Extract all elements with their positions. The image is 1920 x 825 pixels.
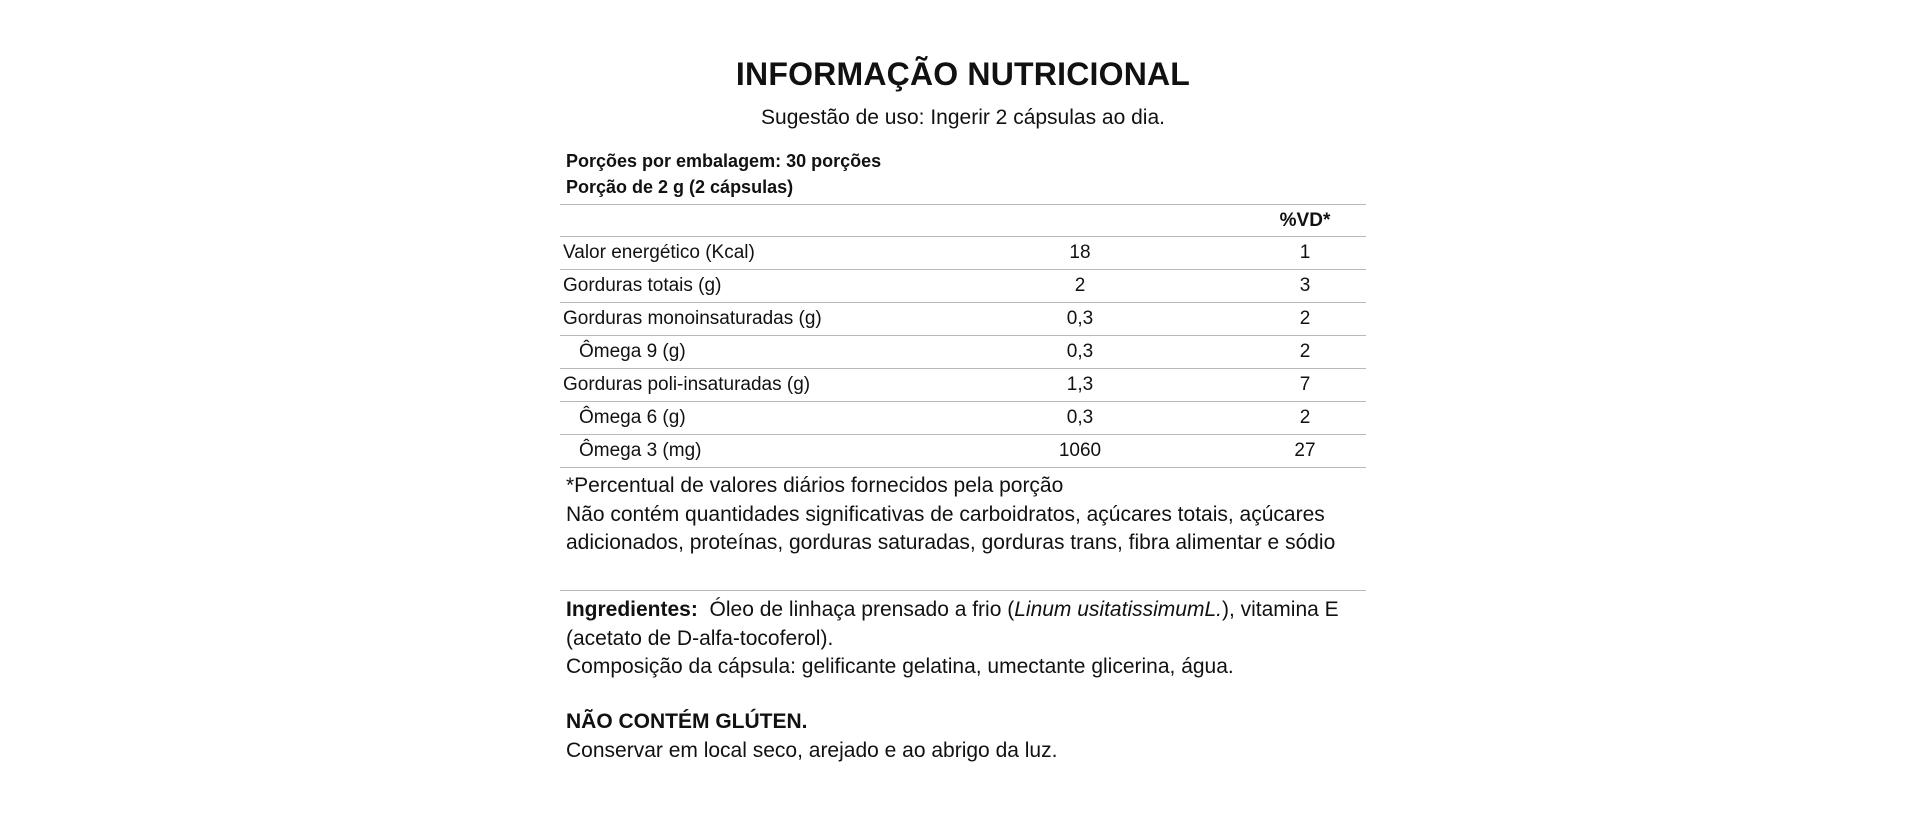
portion-size: Porção de 2 g (2 cápsulas) xyxy=(566,177,794,197)
nutrient-amount: 18 xyxy=(1069,242,1091,263)
nutrient-vd: 1 xyxy=(1299,242,1311,263)
servings-per-package: Porções por embalagem: 30 porções xyxy=(566,151,882,171)
capsule-composition: Composição da cápsula: gelificante gelatina, umectante glicerina, água. xyxy=(566,655,1234,678)
table-row xyxy=(560,435,1366,468)
nutrient-vd: 2 xyxy=(1299,407,1311,428)
usage-suggestion: Sugestão de uso: Ingerir 2 cápsulas ao dia. xyxy=(761,106,1165,129)
table-row xyxy=(560,237,1366,270)
nutrient-amount: 1,3 xyxy=(1066,374,1094,395)
ingredients-main: Óleo de linhaça prensado a frio ( xyxy=(709,598,1015,621)
table-row xyxy=(560,270,1366,303)
ingredients-text xyxy=(566,596,1356,653)
nutrient-amount: 0,3 xyxy=(1066,308,1094,329)
nutrient-name: Ômega 9 (g) xyxy=(579,341,686,362)
nutrient-vd: 2 xyxy=(1299,308,1311,329)
nutrient-amount: 1060 xyxy=(1058,440,1102,461)
gluten-warning: NÃO CONTÉM GLÚTEN. xyxy=(566,710,808,733)
nutrient-vd: 3 xyxy=(1299,275,1311,296)
nutrient-name: Gorduras monoinsaturadas (g) xyxy=(563,308,822,329)
nutrient-vd: 7 xyxy=(1299,374,1311,395)
footnote-not-significant: Não contém quantidades significativas de carboidratos, açúcares totais, açúcares adicionados, proteínas, gorduras saturadas, gorduras trans, fibra alimentar e sódio xyxy=(566,502,1336,554)
ingredients-label: Ingredientes: xyxy=(566,598,698,621)
nutrient-amount: 0,3 xyxy=(1066,407,1094,428)
nutrient-name: Ômega 6 (g) xyxy=(579,407,686,428)
nutrient-name: Gorduras totais (g) xyxy=(563,275,722,296)
storage-instructions: Conservar em local seco, arejado e ao abrigo da luz. xyxy=(566,739,1058,762)
nutrient-name: Gorduras poli-insaturadas (g) xyxy=(563,374,811,395)
ingredients-rest: ), vitamina E (acetato de D-alfa-tocoferol). xyxy=(566,598,1339,650)
footnote xyxy=(566,472,1356,558)
table-row xyxy=(560,402,1366,435)
table-row xyxy=(560,369,1366,402)
ingredients-block xyxy=(566,596,1356,682)
nutrient-amount: 0,3 xyxy=(1066,341,1094,362)
nutrition-table xyxy=(560,204,1366,468)
footnote-vd: *Percentual de valores diários fornecidos pela porção xyxy=(566,474,1064,497)
divider xyxy=(560,590,1366,591)
nutrient-amount: 2 xyxy=(1074,275,1086,296)
table-row xyxy=(560,303,1366,336)
nutrient-vd: 2 xyxy=(1299,341,1311,362)
nutrient-name: Valor energético (Kcal) xyxy=(563,242,755,263)
table-row xyxy=(560,336,1366,369)
vd-column-header: %VD* xyxy=(1279,209,1331,231)
nutrient-vd: 27 xyxy=(1294,440,1316,461)
scientific-name: Linum usitatissimumL. xyxy=(1014,598,1222,621)
nutrient-name: Ômega 3 (mg) xyxy=(579,440,702,461)
table-header-row xyxy=(560,205,1366,237)
page-title: INFORMAÇÃO NUTRICIONAL xyxy=(735,56,1191,92)
